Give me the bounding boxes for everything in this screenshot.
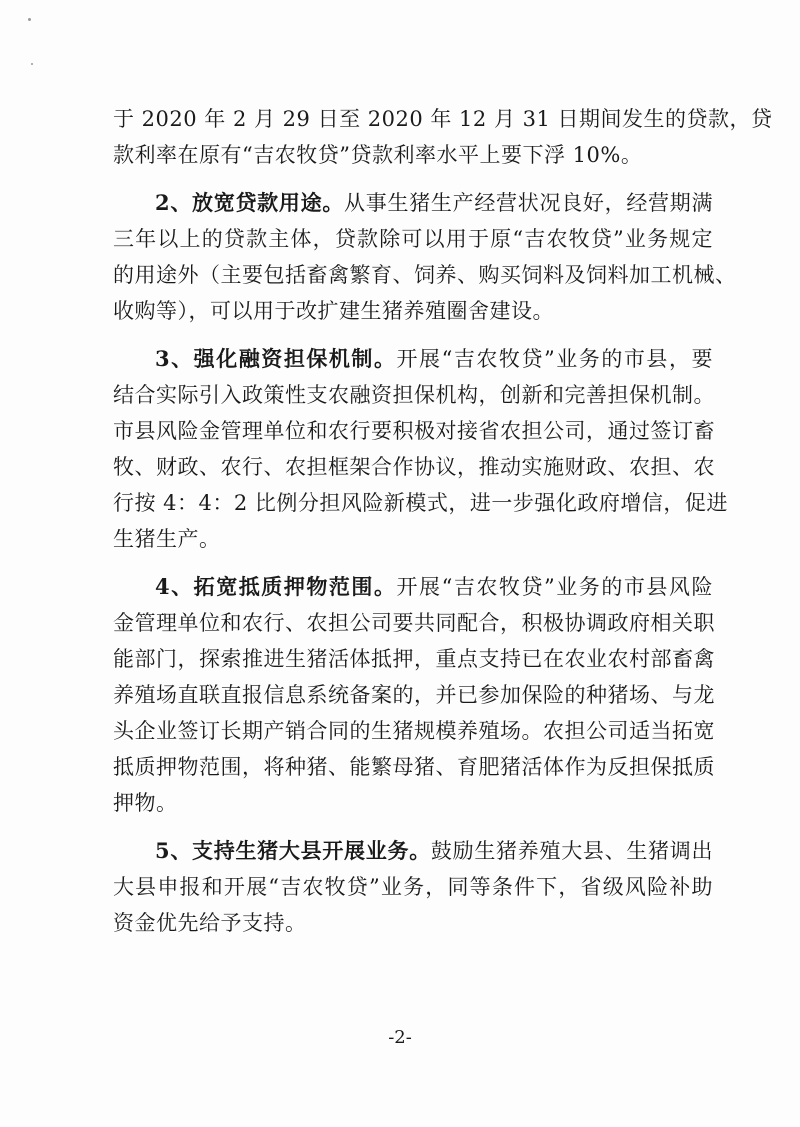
paragraph-collateral-scope [113,569,713,821]
text-line: 抵质押物范围，将种猪、能繁母猪、育肥猪活体作为反担保抵质 [113,755,715,779]
text-line: 于 2020 年 2 月 29 日至 2020 年 12 月 31 日期间发生的贷款，贷 [113,107,773,131]
text-line [113,341,713,377]
paragraph-guarantee-mechanism [113,341,728,557]
text-line: 行按 4：4：2 比例分担风险新模式，进一步强化政府增信，促进 [113,491,728,515]
section-heading: 4、拓宽抵质押物范围。 [155,574,397,599]
text-line: 金管理单位和农行、农担公司要共同配合，积极协调政府相关职 [113,611,715,635]
scan-speck [28,18,31,21]
section-heading: 2、放宽贷款用途。 [155,190,345,215]
text-line [113,833,713,869]
text-line: 头企业签订长期产销合同的生猪规模养殖场。农担公司适当拓宽 [113,719,715,743]
text-run: 从事生猪生产经营状况良好，经营期满 [344,191,713,215]
text-line: 收购等），可以用于改扩建生猪养殖圈舍建设。 [113,299,554,323]
text-line: 押物。 [113,791,178,815]
text-line: 款利率在原有“吉农牧贷”贷款利率水平上要下浮 10%。 [113,143,643,167]
text-line: 生猪生产。 [113,527,221,551]
text-line: 大县申报和开展“吉农牧贷”业务，同等条件下，省级风险补助 [113,875,713,899]
paragraph-loan-rate [113,101,773,173]
text-line: 三年以上的贷款主体，贷款除可以用于原“吉农牧贷”业务规定 [113,227,713,251]
text-line: 结合实际引入政策性支农融资担保机构，创新和完善担保机制。 [113,383,715,407]
section-heading: 3、强化融资担保机制。 [155,346,397,371]
text-line: 养殖场直联直报信息系统备案的，并已参加保险的种猪场、与龙 [113,683,715,707]
text-line: 资金优先给予支持。 [113,911,307,935]
text-run: 开展“吉农牧贷”业务的市县，要 [396,347,713,371]
document-body [113,101,773,953]
text-run: 鼓励生猪养殖大县、生猪调出 [430,839,713,863]
text-line: 牧、财政、农行、农担框架合作协议，推动实施财政、农担、农 [113,455,715,479]
section-heading: 5、支持生猪大县开展业务。 [155,838,431,863]
text-line: 能部门，探索推进生猪活体抵押，重点支持已在农业农村部畜禽 [113,647,715,671]
paragraph-major-counties [113,833,713,941]
text-run: 开展“吉农牧贷”业务的市县风险 [396,575,713,599]
text-line: 的用途外（主要包括畜禽繁育、饲养、购买饲料及饲料加工机械、 [113,263,737,287]
text-line [113,185,713,221]
text-line [113,569,713,605]
text-line: 市县风险金管理单位和农行要积极对接省农担公司，通过签订畜 [113,419,715,443]
paragraph-loan-usage [113,185,737,329]
scan-speck [31,63,33,65]
page-number: -2- [388,1027,412,1048]
